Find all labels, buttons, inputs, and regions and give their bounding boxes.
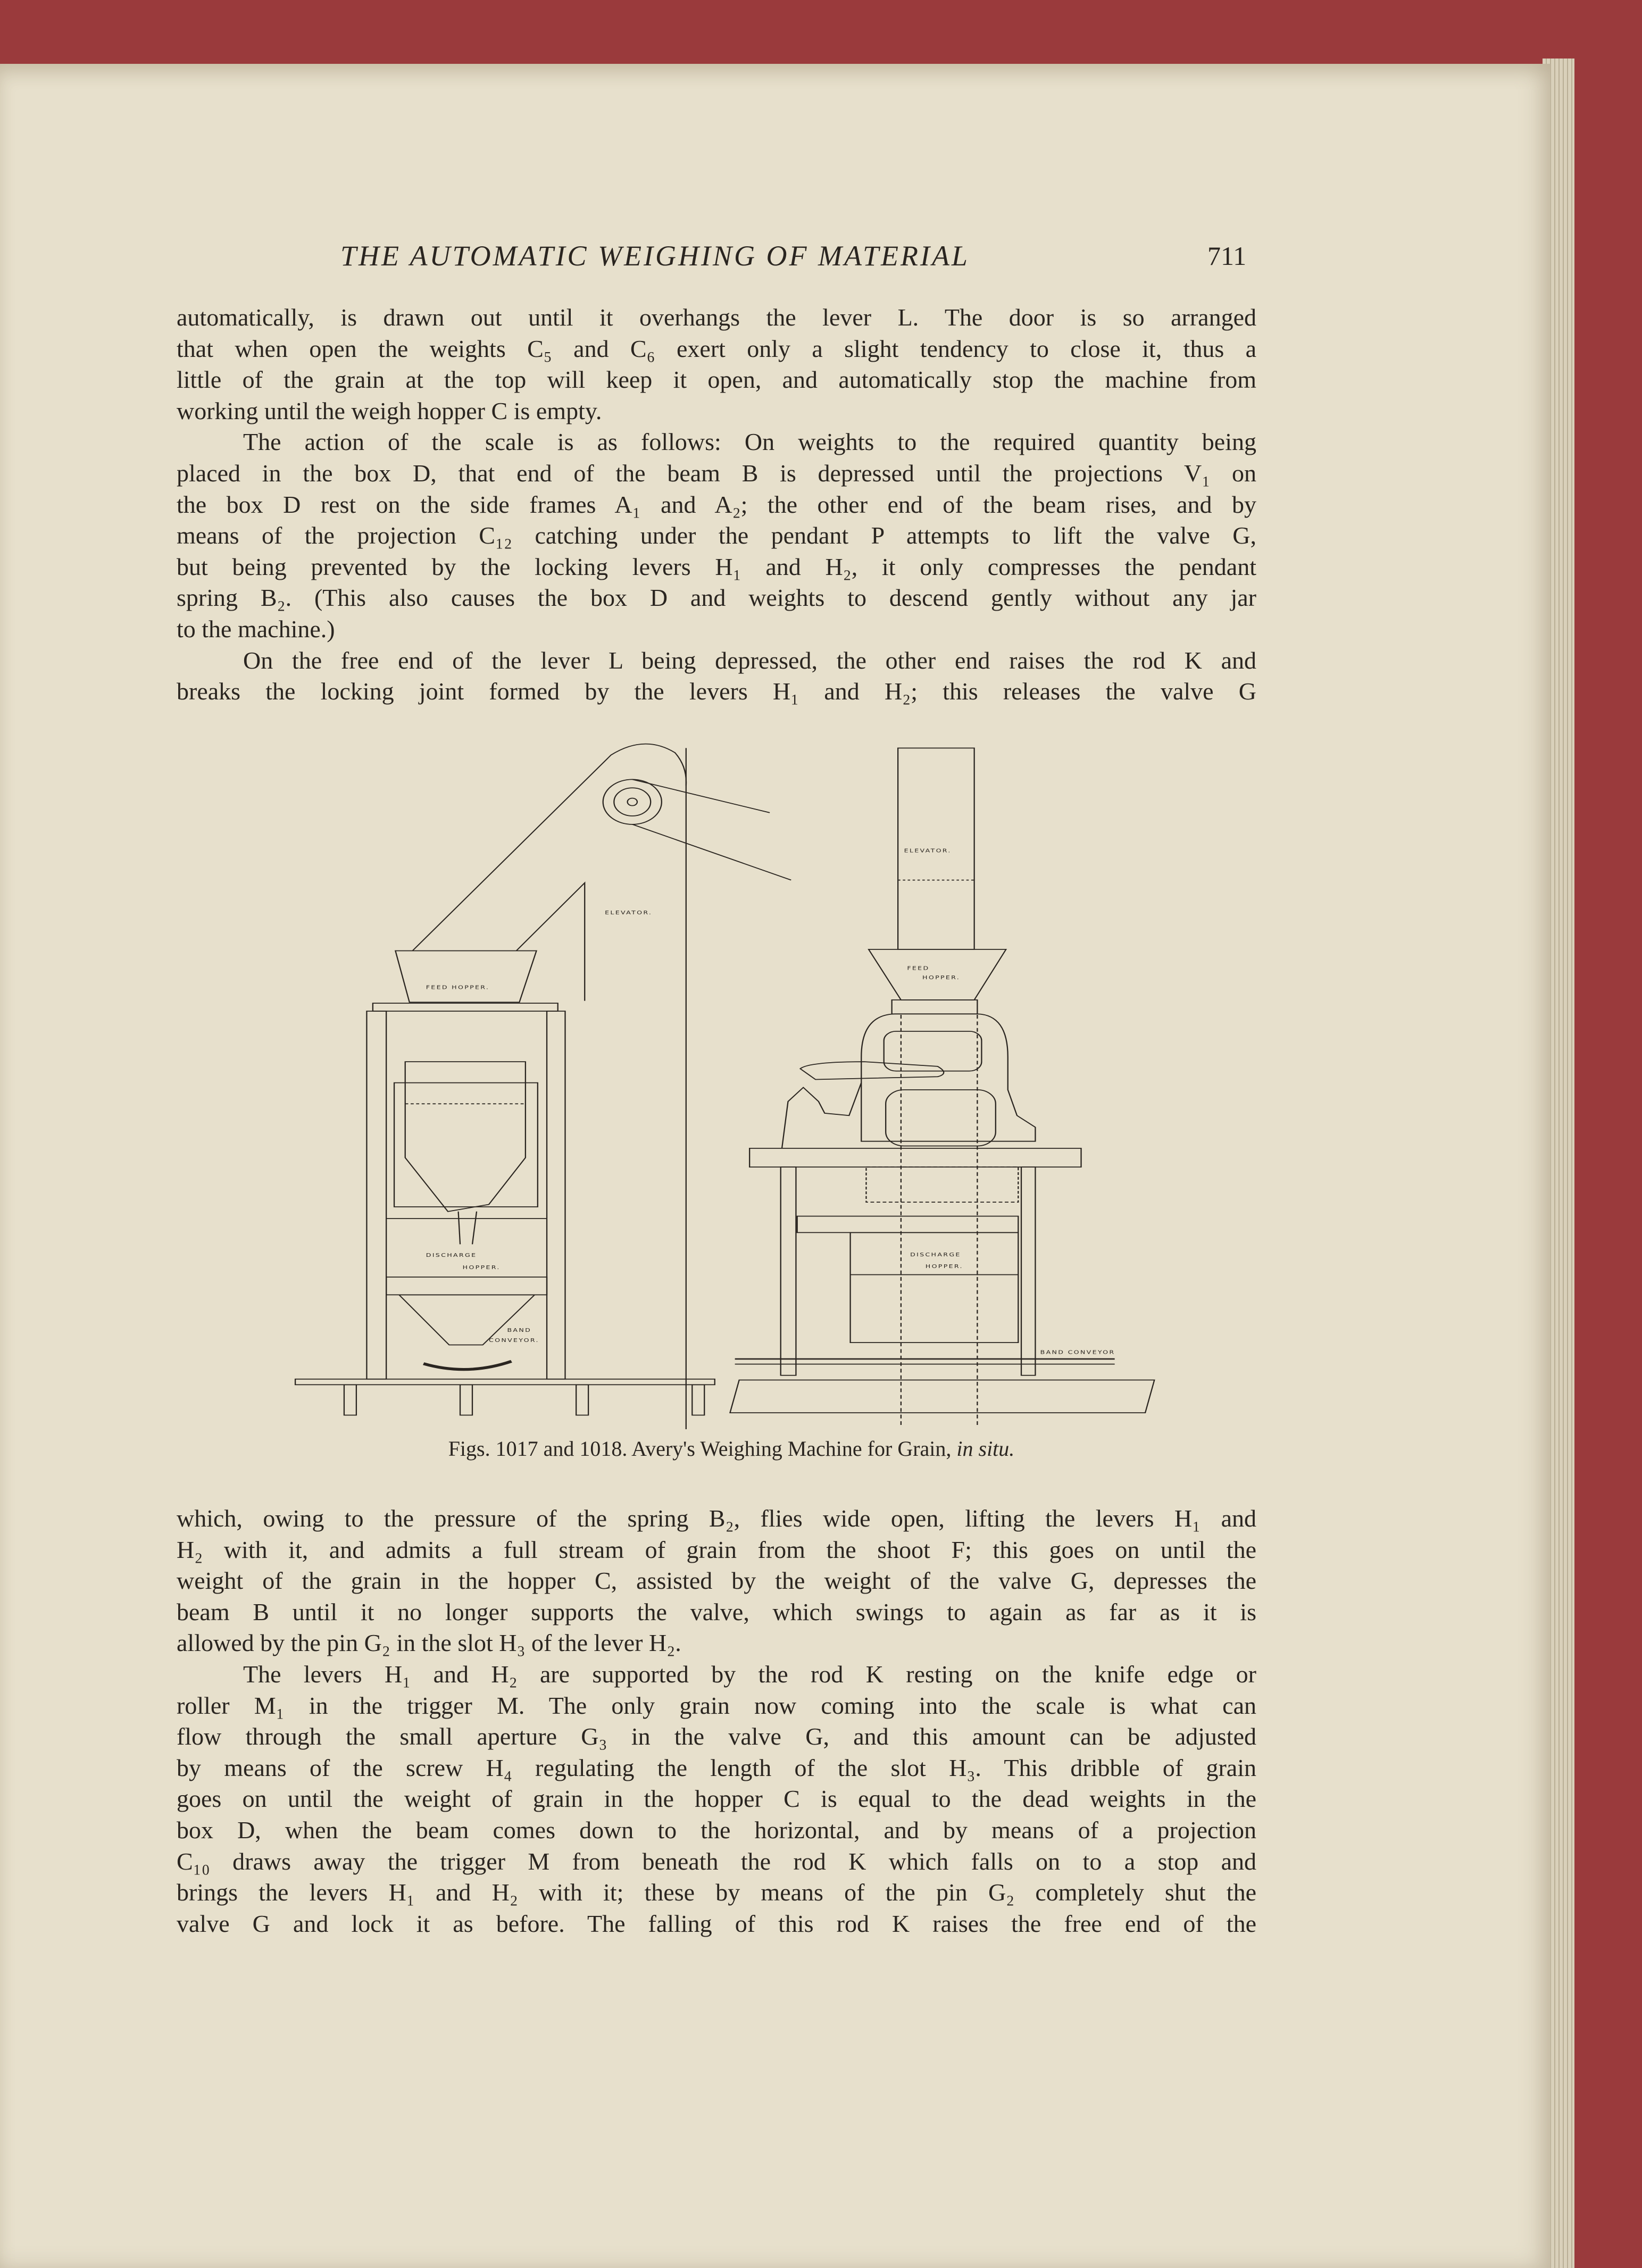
text-line: brings the levers H₁ and H₂ with it; these by means of the pin G₂ completely shut the <box>177 1879 1256 1906</box>
text-line: box D, when the beam comes down to the horizontal, and by means of a projection <box>177 1816 1256 1844</box>
support-leg <box>576 1385 588 1415</box>
feed-hopper <box>395 950 536 1002</box>
belt <box>632 779 770 812</box>
text-line: valve G and lock it as before. The falling of this rod K raises the free end of the <box>177 1910 1256 1937</box>
label-elevator: ELEVATOR. <box>605 910 653 916</box>
grain-arrow <box>472 1212 477 1245</box>
text-line: little of the grain at the top will keep it open, and automatically stop the machine from <box>177 366 1256 394</box>
text-line: H₂ with it, and admits a full stream of grain from the shoot F; this goes on until the <box>177 1536 1256 1563</box>
discharge-hopper <box>851 1232 1019 1343</box>
text-line: beam B until it no longer supports the valve, which swings to again as far as it is <box>177 1598 1256 1625</box>
paragraph-block-1 <box>177 302 1256 707</box>
figure-caption <box>0 1436 1463 1461</box>
text-line: but being prevented by the locking levers H₁ and H₂, it only compresses the pendant <box>177 553 1256 580</box>
book-cover-right <box>1569 0 1642 2268</box>
support-leg <box>344 1385 356 1415</box>
label-band: BAND <box>507 1327 532 1333</box>
label-discharge: DISCHARGE <box>910 1252 961 1258</box>
weigh-hopper <box>405 1062 526 1212</box>
table-leg <box>1021 1167 1035 1375</box>
wood-shelf <box>797 1216 1019 1233</box>
table-leg <box>781 1167 796 1375</box>
text-line: the box D rest on the side frames A₁ and A₂; the other end of the beam rises, and by <box>177 490 1256 518</box>
book-cover-top <box>0 0 1642 69</box>
text-line: roller M₁ in the trigger M. The only grain now coming into the scale is what can <box>177 1691 1256 1719</box>
text-line: weight of the grain in the hopper C, assisted by the weight of the valve G, depresses the <box>177 1567 1256 1595</box>
wood-shelf <box>386 1277 547 1295</box>
pulley-hub <box>614 788 651 816</box>
text-line: allowed by the pin G₂ in the slot H₃ of the lever H₂. <box>177 1629 681 1657</box>
weigh-hopper-body <box>886 1090 996 1146</box>
band-conveyor <box>423 1361 511 1369</box>
base-plank <box>730 1380 1154 1413</box>
text-line: The levers H₁ and H₂ are supported by the rod K resting on the knife edge or <box>243 1660 1256 1688</box>
label-conveyor: CONVEYOR. <box>489 1337 539 1344</box>
text-line: by means of the screw H₄ regulating the length of the slot H₃. This dribble of grain <box>177 1754 1256 1781</box>
text-line: means of the projection C₁₂ catching under the pendant P attempts to lift the valve G, <box>177 522 1256 549</box>
pulley-wheel <box>603 779 662 824</box>
running-title: THE AUTOMATIC WEIGHING OF MATERIAL <box>340 240 970 272</box>
hopper-collar <box>892 1000 978 1014</box>
pulley-axle <box>628 798 637 806</box>
weigh-hopper-window <box>884 1031 982 1071</box>
page-number: 711 <box>1207 241 1247 271</box>
paragraph-block-2 <box>177 1503 1256 1939</box>
text-line: On the free end of the lever L being depressed, the other end raises the rod K and <box>243 646 1256 674</box>
label-discharge: DISCHARGE <box>426 1252 477 1258</box>
weight-box <box>782 1083 861 1148</box>
label-band-conveyor: BAND CONVEYOR <box>1040 1349 1115 1355</box>
frame-post <box>366 1011 386 1379</box>
text-line: The action of the scale is as follows: On weights to the required quantity being <box>243 428 1256 456</box>
lower-box <box>866 1167 1018 1202</box>
label-elevator: ELEVATOR. <box>904 848 952 854</box>
tabletop-plank <box>749 1148 1081 1167</box>
label-hopper: HOPPER. <box>925 1263 963 1270</box>
support-leg <box>460 1385 472 1415</box>
left-machine-drawing <box>295 744 791 1429</box>
text-line: working until the weigh hopper C is empty. <box>177 397 602 424</box>
belt <box>632 824 791 880</box>
text-line: goes on until the weight of grain in the hopper C is equal to the dead weights in the <box>177 1785 1256 1813</box>
text-line: automatically, is drawn out until it overhangs the lever L. The door is so arranged <box>177 304 1256 331</box>
text-line: spring B₂. (This also causes the box D and weights to descend gently without any jar <box>177 584 1256 612</box>
label-feed-hopper: FEED HOPPER. <box>426 985 490 991</box>
ground-plank <box>295 1379 715 1385</box>
label-hopper: HOPPER. <box>922 974 961 981</box>
chute <box>516 883 585 1001</box>
support-leg <box>692 1385 704 1415</box>
text-line: that when open the weights C₅ and C₆ exert only a slight tendency to close it, thus a <box>177 335 1256 362</box>
text-line: to the machine.) <box>177 615 335 643</box>
text-line: flow through the small aperture G₃ in the valve G, and this amount can be adjusted <box>177 1723 1256 1750</box>
text-line: C₁₀ draws away the trigger M from beneath the rod K which falls on to a stop and <box>177 1847 1256 1875</box>
text-line: placed in the box D, that end of the beam B is depressed until the projections V₁ on <box>177 459 1256 487</box>
figure-weighing-machine <box>266 734 1223 1468</box>
caption-italic: in situ. <box>956 1437 1015 1461</box>
caption-text: Figs. 1017 and 1018. Avery's Weighing Machine for Grain, <box>448 1437 957 1461</box>
text-line: which, owing to the pressure of the spring B₂, flies wide open, lifting the levers H₁ and <box>177 1505 1256 1532</box>
scale-box <box>394 1083 538 1207</box>
elevator-casing <box>413 744 686 951</box>
label-feed: FEED <box>907 965 930 972</box>
frame-post <box>547 1011 565 1379</box>
grain-arrow <box>459 1212 460 1245</box>
top-plate <box>373 1003 558 1011</box>
label-hopper: HOPPER. <box>462 1264 501 1271</box>
text-line: breaks the locking joint formed by the levers H₁ and H₂; this releases the valve G <box>177 678 1256 705</box>
